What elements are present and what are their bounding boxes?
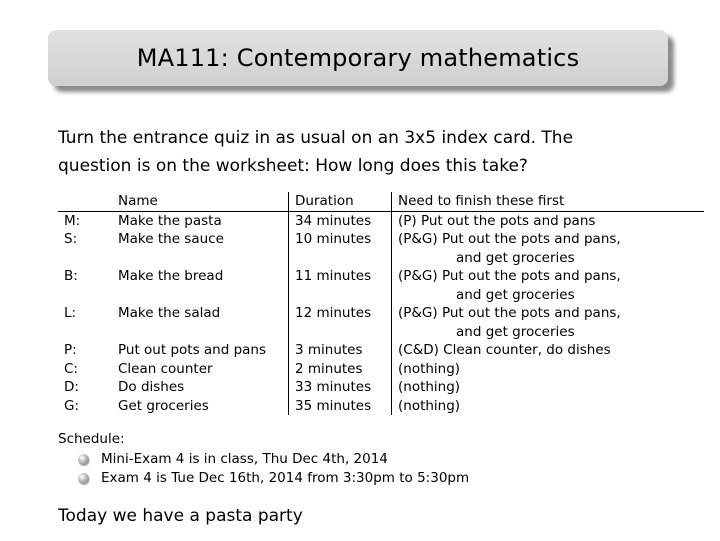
table-row — [58, 267, 704, 286]
cell-code: G: — [64, 397, 80, 414]
cell-need: (C&D) Clean counter, do dishes — [398, 342, 611, 358]
cell-code: B: — [64, 268, 78, 284]
empty-cell — [112, 323, 289, 342]
header-duration: Duration — [289, 192, 392, 211]
cell-duration: 10 minutes — [289, 230, 392, 249]
cell-need: (P) Put out the pots and pans — [398, 212, 596, 229]
table-row — [58, 304, 704, 323]
cell-name: Get groceries — [112, 397, 289, 416]
cell-code: C: — [64, 360, 78, 377]
intro-line-2: question is on the worksheet: How long does this take? — [58, 156, 528, 176]
empty-cell — [112, 286, 289, 305]
cell-duration: 33 minutes — [289, 378, 392, 397]
table-row — [58, 360, 704, 379]
intro-line-1: Turn the entrance quiz in as usual on an 3x5 index card. The — [58, 128, 574, 148]
schedule-label: Schedule: — [58, 431, 125, 447]
cell-name: Make the bread — [112, 267, 289, 286]
table-row-continuation — [58, 323, 704, 342]
cell-duration: 11 minutes — [289, 267, 392, 286]
cell-duration: 3 minutes — [289, 341, 392, 360]
cell-duration: 2 minutes — [289, 360, 392, 379]
list-item — [78, 469, 469, 488]
cell-code: L: — [64, 305, 77, 321]
bullet-icon — [78, 454, 89, 465]
empty-cell — [58, 286, 112, 305]
schedule-item-text: Mini-Exam 4 is in class, Thu Dec 4th, 2014 — [101, 451, 388, 467]
table-row — [58, 211, 704, 230]
table-header-row — [58, 192, 704, 211]
table-body — [58, 211, 704, 415]
table-row — [58, 341, 704, 360]
header-code — [58, 192, 112, 211]
cell-need: (nothing) — [398, 379, 461, 395]
cell-name: Make the salad — [112, 304, 289, 323]
cell-need-continuation: and get groceries — [456, 286, 575, 303]
header-name: Name — [112, 192, 289, 211]
empty-cell — [289, 286, 392, 305]
cell-need: (P&G) Put out the pots and pans, — [398, 305, 621, 321]
schedule-item-text: Exam 4 is Tue Dec 16th, 2014 from 3:30pm to 5:30pm — [101, 470, 470, 486]
schedule-list — [78, 450, 469, 488]
cell-name: Put out pots and pans — [112, 341, 289, 360]
empty-cell — [289, 249, 392, 268]
page-title: MA111: Contemporary mathematics — [136, 44, 580, 72]
cell-need: (nothing) — [398, 360, 461, 377]
cell-code: P: — [64, 342, 77, 358]
table-row — [58, 230, 704, 249]
cell-duration: 12 minutes — [289, 304, 392, 323]
cell-code: M: — [64, 212, 81, 229]
cell-code: D: — [64, 379, 79, 395]
cell-need: (nothing) — [398, 397, 461, 414]
cell-duration: 34 minutes — [289, 211, 392, 230]
closing-text: Today we have a pasta party — [58, 506, 303, 526]
cell-code: S: — [64, 231, 78, 247]
cell-need: (P&G) Put out the pots and pans, — [398, 231, 621, 247]
cell-name: Make the sauce — [112, 230, 289, 249]
empty-cell — [289, 323, 392, 342]
task-table — [58, 192, 704, 415]
title-box — [48, 30, 668, 86]
cell-need: (P&G) Put out the pots and pans, — [398, 268, 621, 284]
header-need: Need to finish these first — [392, 192, 705, 211]
cell-duration: 35 minutes — [289, 397, 392, 416]
bullet-icon — [78, 473, 89, 484]
cell-name: Make the pasta — [112, 211, 289, 230]
table-row — [58, 397, 704, 416]
intro-paragraph — [58, 124, 668, 180]
empty-cell — [112, 249, 289, 268]
list-item — [78, 450, 469, 469]
cell-need-continuation: and get groceries — [456, 323, 575, 340]
table-row-continuation — [58, 286, 704, 305]
cell-name: Do dishes — [112, 378, 289, 397]
table-row — [58, 378, 704, 397]
cell-name: Clean counter — [112, 360, 289, 379]
table-row-continuation — [58, 249, 704, 268]
empty-cell — [58, 323, 112, 342]
empty-cell — [58, 249, 112, 268]
cell-need-continuation: and get groceries — [456, 249, 575, 266]
